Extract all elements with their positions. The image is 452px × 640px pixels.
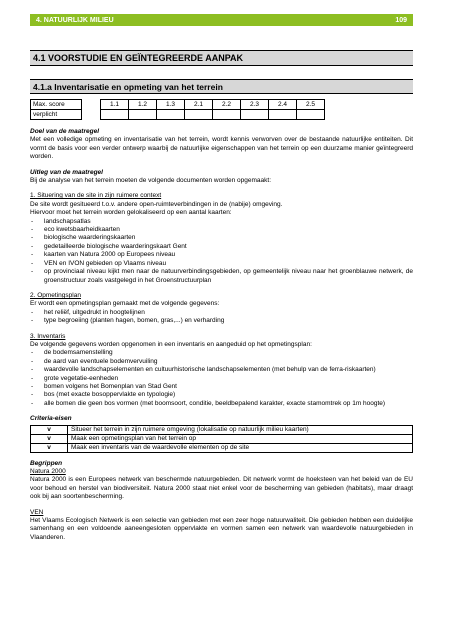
- score-col: 2.5: [297, 100, 325, 110]
- score-cell: [269, 110, 297, 120]
- list-item: - landschapsatlas: [30, 218, 413, 226]
- table-row: [31, 434, 413, 443]
- list-item: - VEN en IVON gebieden op Vlaams niveau: [30, 260, 413, 268]
- kaarten-list: [30, 218, 413, 285]
- score-cell: [241, 110, 269, 120]
- list-item: - type begroeiing (planten hagen, bomen, gras,...) en verharding: [30, 317, 413, 325]
- inventaris-list: [30, 349, 413, 408]
- score-col: 1.1: [101, 100, 129, 110]
- criteria-text: Maak een inventaris van de waardevolle elementen op de site: [68, 443, 413, 452]
- check-mark: v: [31, 425, 68, 434]
- section-heading: 4.1 VOORSTUDIE EN GEÏNTEGREERDE AANPAK: [30, 50, 413, 66]
- score-cell: [297, 110, 325, 120]
- list-item: - het reliëf, uitgedrukt in hoogtelijnen: [30, 309, 413, 317]
- natura-title: Natura 2000: [30, 468, 66, 475]
- list-item: - kaarten van Natura 2000 op Europees niveau: [30, 251, 413, 259]
- score-col: 2.4: [269, 100, 297, 110]
- ven-title: VEN: [30, 508, 44, 516]
- max-score-label: Max. score: [31, 100, 82, 110]
- list-item: - de bodemsamenstelling: [30, 349, 413, 357]
- list-item: - grote vegetatie-eenheden: [30, 375, 413, 383]
- score-cell: [157, 110, 185, 120]
- score-col: 1.2: [129, 100, 157, 110]
- body-content: [30, 128, 413, 542]
- criteria-text: Maak een opmetingsplan van het terrein op: [68, 434, 413, 443]
- score-cell: [185, 110, 213, 120]
- doel-text: Met een volledige opmeting en inventarisatie van het terrein, wordt kennis verworven over de bestaande natuurlijke entiteiten. Dit vormt de basis voor een verder ontwerp waarbij de natuurlijke eigenschappen van het terrein op een duurzame manier geïntegreerd worden.: [30, 136, 413, 161]
- criteria-text: Situeer het terrein in zijn ruimere omgeving (lokalisatie op natuurlijk milieu kaarten): [68, 425, 413, 434]
- check-mark: v: [31, 443, 68, 452]
- doel-heading: Doel van de maatregel: [30, 128, 99, 135]
- list-item: - bomen volgens het Bomenplan van Stad Gent: [30, 383, 413, 391]
- subsection-heading: 4.1.a Inventarisatie en opmeting van het terrein: [30, 79, 413, 94]
- list-item: - biologische waarderingskaarten: [30, 234, 413, 242]
- list-item: - gedetailleerde biologische waarderingskaart Gent: [30, 243, 413, 251]
- check-mark: v: [31, 434, 68, 443]
- ven-text: Het Vlaams Ecologisch Netwerk is een selectie van gebieden met een zeer hoge natuurwaliteit. Die gebieden hebben een duidelijke samenhang en een voldoende aaneengesloten oppervlakte en vormen samen een netwerk van waardevolle natuurgebieden in Vlaanderen.: [30, 517, 413, 541]
- uitleg-intro: Bij de analyse van het terrein moeten de volgende documenten worden opgemaakt:: [30, 177, 272, 185]
- list-item: - alle bomen die geen bos vormen (met boomsoort, conditie, beeldbepalend karakter, exacte stamomtrek op 1m hoogte): [30, 400, 413, 408]
- list-item: - eco kwetsbaarheidkaarten: [30, 226, 413, 234]
- running-header: [30, 14, 413, 26]
- required-label: verplicht: [31, 110, 82, 120]
- situering-line: Hiervoor moet het terrein worden gelokaliseerd op een aantal kaarten:: [30, 209, 232, 217]
- begrippen-heading: Begrippen: [30, 459, 63, 467]
- situering-title: 1. Situering van de site in zijn ruimere context: [30, 192, 162, 200]
- table-row: [31, 425, 413, 434]
- score-table: [30, 99, 325, 120]
- criteria-heading: Criteria-eisen: [30, 415, 72, 423]
- score-col: 2.1: [185, 100, 213, 110]
- natura-text: Natura 2000 is een Europees netwerk van beschermde natuurgebieden. Dit netwerk vormt de hoeksteen van het beleid van de EU voor behoud en herstel van biodiversiteit. Natura 2000 staat niet enkel voor de bescherming van gebieden (habitats), maar draagt ook bij aan soortenbescherming.: [30, 476, 413, 501]
- score-cell-marked: [129, 110, 157, 120]
- criteria-table: [30, 425, 413, 453]
- opmetingsplan-title: 2. Opmetingsplan: [30, 291, 81, 299]
- score-col: 1.3: [157, 100, 185, 110]
- inventaris-title: 3. Inventaris: [30, 332, 66, 340]
- list-item: - de aard van eventuele bodemvervuiling: [30, 358, 413, 366]
- uitleg-heading: Uitleg van de maatregel: [30, 168, 103, 176]
- table-row: [31, 443, 413, 452]
- list-item: - bos (met exacte bosoppervlakte en typologie): [30, 391, 413, 399]
- chapter-title: 4. NATUURLIJK MILIEU: [36, 16, 114, 24]
- situering-line: De site wordt gesitueerd t.o.v. andere open-ruimteverbindingen in de (nabije) omgeving.: [30, 200, 283, 208]
- opmeting-list: [30, 309, 413, 326]
- score-col: 2.3: [241, 100, 269, 110]
- score-col: 2.2: [213, 100, 241, 110]
- page-number: 109: [395, 16, 407, 24]
- score-cell: [101, 110, 129, 120]
- opmetingsplan-line: Er wordt een opmetingsplan gemaakt met de volgende gegevens:: [30, 300, 220, 308]
- list-item: - op provinciaal niveau kijkt men naar de natuurverbindingsgebieden, op gemeentelijk niveau naar het groenblauwe netwerk, de groenstructuur zoals vastgelegd in het Groenstructuurplan: [30, 268, 413, 285]
- score-cell: [213, 110, 241, 120]
- list-item: - waardevolle landschapselementen en cultuurhistorische landschapselementen (met behulp van de ferra-riskaarten): [30, 366, 413, 374]
- inventaris-line: De volgende gegevens worden opgenomen in een inventaris en aangeduid op het opmetingsplan:: [30, 340, 312, 348]
